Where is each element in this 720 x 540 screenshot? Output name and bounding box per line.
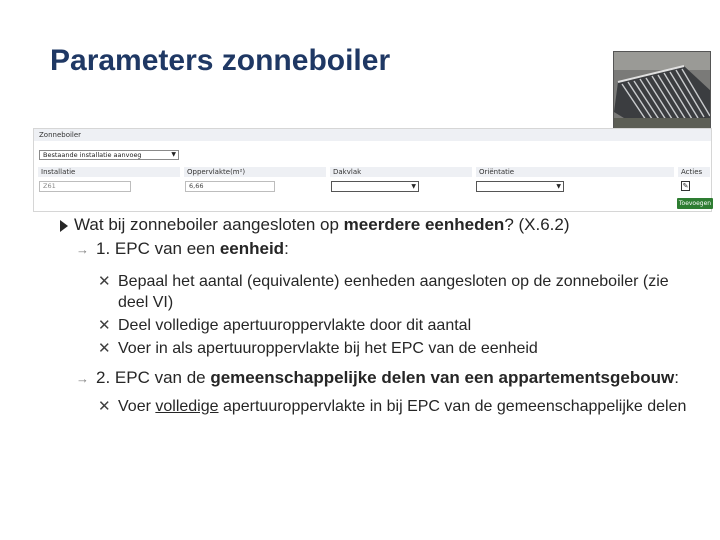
arrow-bullet-icon: →	[76, 242, 89, 257]
page-title: Parameters zonneboiler	[50, 44, 391, 77]
cross-bullet-icon: ✕	[98, 317, 111, 334]
edit-icon[interactable]: ✎	[682, 182, 689, 190]
zonneboiler-form-screenshot	[33, 128, 712, 212]
chevron-down-icon: ▼	[171, 151, 176, 158]
chevron-down-icon: ▼	[411, 183, 416, 190]
case-1-bold: eenheid	[219, 239, 285, 258]
column-header-acties: Acties	[678, 167, 710, 177]
case-2-bold: gemeenschappelijke delen van een appartementsgebouw	[210, 368, 675, 387]
triangle-bullet-icon	[60, 220, 68, 232]
installation-type-select[interactable]	[39, 150, 179, 160]
column-header-orientatie: Oriëntatie	[476, 167, 674, 177]
column-header-oppervlakte: Oppervlakte(m²)	[184, 167, 326, 177]
case-2-text: 2. EPC van de	[96, 368, 211, 387]
case-1-item	[60, 271, 700, 313]
case-1-text: 1. EPC van een	[96, 239, 220, 258]
case-2-item-text: Voer	[118, 398, 156, 415]
oppervlakte-field[interactable]: 6,66	[185, 181, 275, 192]
arrow-bullet-icon: →	[76, 371, 89, 386]
case-2-item-underlined: volledige	[155, 398, 219, 415]
content-bullets	[60, 214, 700, 417]
question-text: Wat bij zonneboiler aangesloten op	[74, 215, 344, 234]
case-1-item	[60, 338, 700, 359]
case-1-item-text: Deel volledige apertuuroppervlakte door dit aantal	[118, 317, 472, 334]
question-ref: ? (X.6.2)	[504, 215, 570, 234]
add-button[interactable]: Toevoegen	[678, 200, 712, 207]
case-1-item-text: Bepaal het aantal (equivalente) eenheden aangesloten op de zonneboiler (zie deel VI)	[118, 273, 669, 311]
column-header-dakvlak: Dakvlak	[330, 167, 472, 177]
cross-bullet-icon: ✕	[98, 398, 111, 415]
case-1-item-text: Voer in als apertuuroppervlakte bij het EPC van de eenheid	[118, 340, 538, 357]
case-1-item	[60, 315, 700, 336]
installatie-field[interactable]: Z61	[39, 181, 131, 192]
cross-bullet-icon: ✕	[98, 340, 111, 357]
case-1-colon: :	[284, 239, 289, 258]
case-1-bullet	[60, 238, 700, 259]
case-2-item	[60, 396, 700, 417]
question-bullet	[60, 214, 700, 236]
case-2-item-rest: apertuuroppervlakte in bij EPC van de gemeenschappelijke delen	[218, 398, 687, 415]
orientatie-select[interactable]	[476, 181, 564, 192]
case-2-colon: :	[674, 368, 679, 387]
solar-collector-photo	[613, 51, 711, 129]
case-2-bullet	[60, 367, 700, 388]
cross-bullet-icon: ✕	[98, 273, 111, 290]
dakvlak-select[interactable]	[331, 181, 419, 192]
chevron-down-icon: ▼	[556, 183, 561, 190]
question-bold: meerdere eenheden	[343, 215, 505, 234]
installation-type-value: Bestaande installatie aanvoeg	[43, 151, 142, 159]
column-header-installatie: Installatie	[38, 167, 180, 177]
form-section-header: Zonneboiler	[34, 129, 711, 141]
